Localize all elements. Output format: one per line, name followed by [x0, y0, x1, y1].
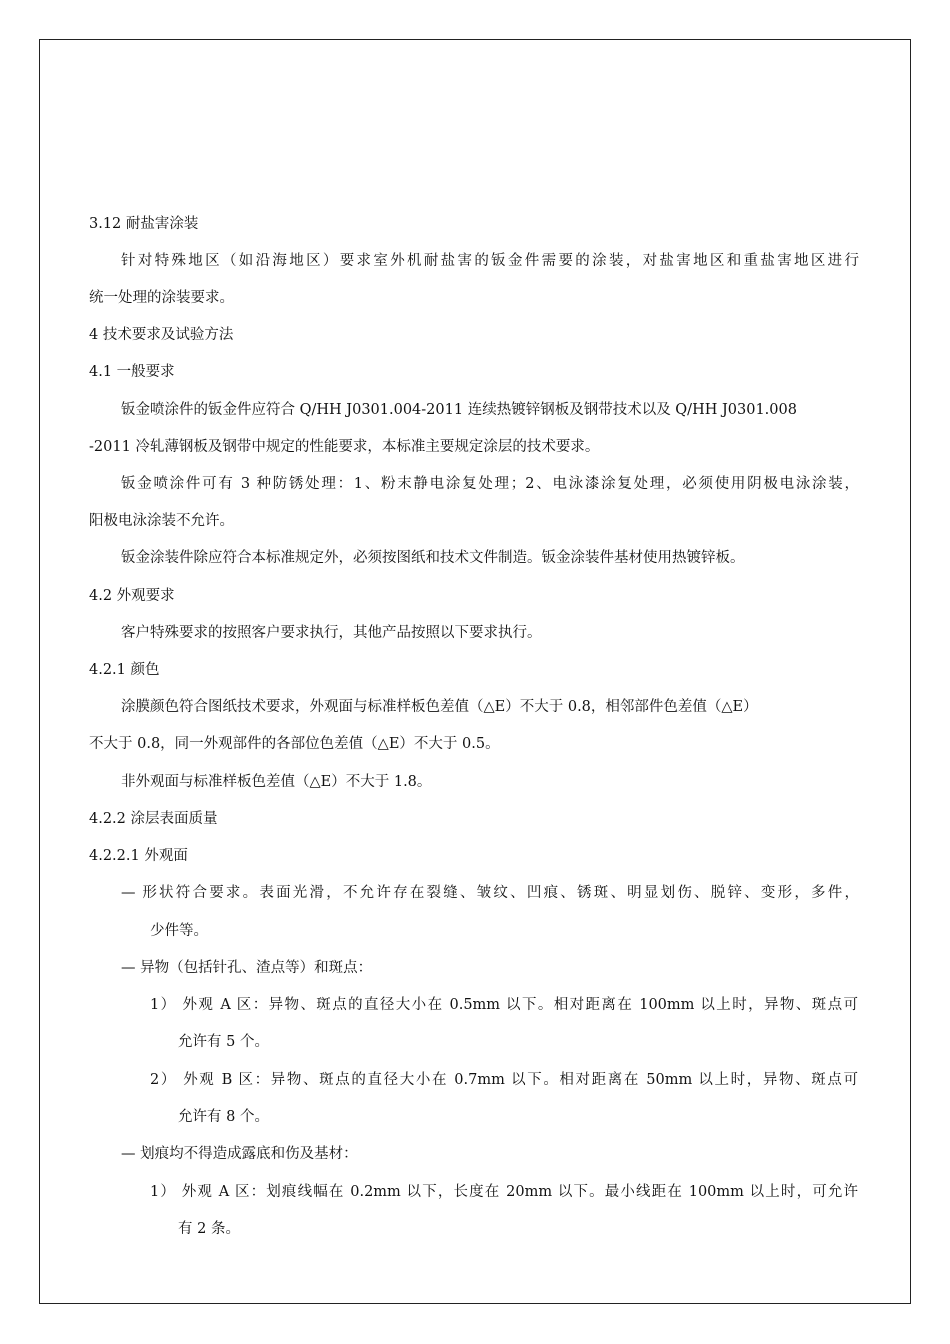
foreign-matter-item-2-line-1: 2） 外观 B 区：异物、斑点的直径大小在 0.7mm 以下。相对距离在 50mm 以上时，异物、斑点可 [150, 1072, 858, 1088]
section-4-2-2-heading: 4.2.2 涂层表面质量 [89, 811, 218, 827]
bullet-shape-line-1: — 形状符合要求。表面光滑，不允许存在裂缝、皱纹、凹痕、锈斑、明显划伤、脱锌、变形，多件， [121, 885, 859, 901]
bullet-shape-line-2: 少件等。 [150, 923, 208, 939]
scratches-item-1-line-2: 有 2 条。 [178, 1221, 240, 1237]
section-4-2-1-heading: 4.2.1 颜色 [89, 662, 160, 678]
foreign-matter-item-1-line-2: 允许有 5 个。 [178, 1034, 269, 1050]
section-4-2-1-paragraph-1-line-1: 涂膜颜色符合图纸技术要求，外观面与标准样板色差值（△E）不大于 0.8，相邻部件色差值（△E） [121, 699, 758, 715]
foreign-matter-item-2-line-2: 允许有 8 个。 [178, 1109, 269, 1125]
section-4-1-paragraph-1-line-1: 钣金喷涂件的钣金件应符合 Q/HH J0301.004-2011 连续热镀锌钢板及钢带技术以及 Q/HH J0301.008 [121, 402, 797, 418]
section-4-1-paragraph-1-line-2: -2011 冷轧薄钢板及钢带中规定的性能要求，本标准主要规定涂层的技术要求。 [89, 439, 600, 455]
bullet-scratches: — 划痕均不得造成露底和伤及基材： [121, 1146, 358, 1162]
section-3-12-paragraph-line-1: 针对特殊地区（如沿海地区）要求室外机耐盐害的钣金件需要的涂装，对盐害地区和重盐害地区进行 [121, 253, 859, 269]
section-4-heading: 4 技术要求及试验方法 [89, 327, 234, 343]
section-4-1-paragraph-3: 钣金涂装件除应符合本标准规定外，必须按图纸和技术文件制造。钣金涂装件基材使用热镀锌板。 [121, 550, 745, 566]
section-4-2-2-1-heading: 4.2.2.1 外观面 [89, 848, 188, 864]
foreign-matter-item-1-line-1: 1） 外观 A 区：异物、斑点的直径大小在 0.5mm 以下。相对距离在 100mm 以上时，异物、斑点可 [150, 997, 858, 1013]
section-4-1-paragraph-2-line-2: 阳极电泳涂装不允许。 [89, 513, 234, 529]
section-4-1-paragraph-2-line-1: 钣金喷涂件可有 3 种防锈处理：1、粉末静电涂复处理；2、电泳漆涂复处理，必须使用阴极电泳涂装， [121, 476, 859, 492]
section-4-2-heading: 4.2 外观要求 [89, 588, 175, 604]
section-4-2-1-paragraph-1-line-2: 不大于 0.8，同一外观部件的各部位色差值（△E）不大于 0.5。 [89, 736, 500, 752]
scratches-item-1-line-1: 1） 外观 A 区：划痕线幅在 0.2mm 以下，长度在 20mm 以下。最小线距在 100mm 以上时，可允许 [150, 1184, 858, 1200]
section-4-2-1-paragraph-2: 非外观面与标准样板色差值（△E）不大于 1.8。 [121, 774, 432, 790]
section-3-12-paragraph-line-2: 统一处理的涂装要求。 [89, 290, 234, 306]
section-4-2-paragraph: 客户特殊要求的按照客户要求执行，其他产品按照以下要求执行。 [121, 625, 542, 641]
bullet-foreign-matter: — 异物（包括针孔、渣点等）和斑点： [121, 960, 373, 976]
section-4-1-heading: 4.1 一般要求 [89, 364, 175, 380]
section-3-12-heading: 3.12 耐盐害涂装 [89, 216, 199, 232]
